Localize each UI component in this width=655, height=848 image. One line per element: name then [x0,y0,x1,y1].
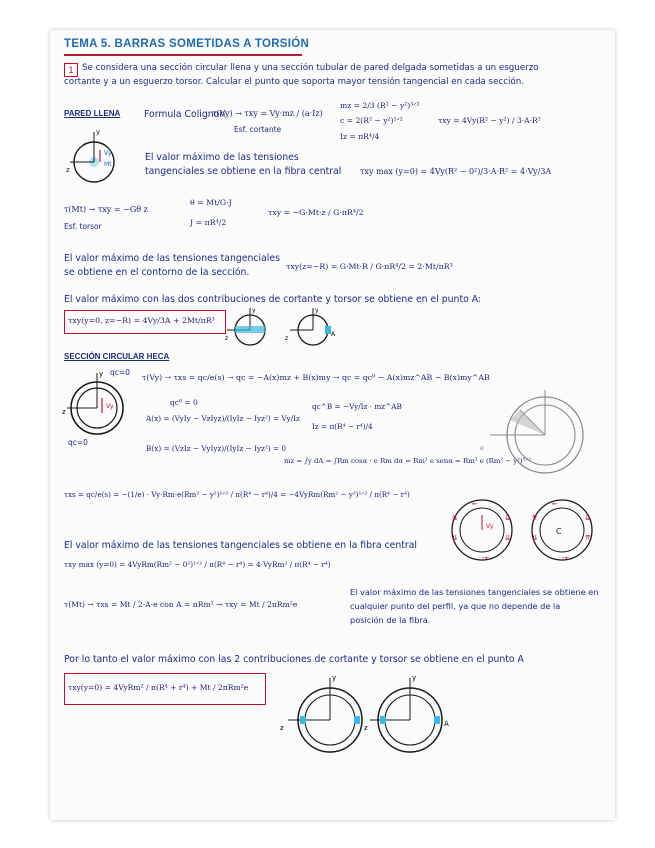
intro-line-1: Se considera una sección circular llena y una sección tubular de pared delgada sometidas a un esguerzo [82,63,539,73]
final-line: Por lo tanto el valor máximo con las 2 contribuciones de cortante y torsor se obtiene en el punto A [64,654,524,665]
hollow-section-detail-diagram [450,390,590,480]
svg-text:⇊: ⇊ [585,514,591,522]
svg-text:e: e [480,445,484,452]
max4-line-2: cualquier punto del perfil, ya que no depende de la [350,601,561,611]
svg-text:z: z [225,335,229,342]
svg-text:z: z [62,408,66,416]
combined-formula: τxy(y=0, z=−R) = 4Vy/3A + 2Mt/πR³ [68,316,215,325]
svg-text:Mt: Mt [104,161,112,168]
tau-vy-formula: τ(Vy) → τxy = Vy·mz / (a·Iz) [212,109,323,118]
svg-text:z: z [66,166,70,174]
tau-mt-result: τxy = −G·Mt·z / G·πR⁴/2 [268,208,364,217]
mz-formula: mz = 2/3 (R² − y²)³ᐟ² [340,101,420,110]
svg-text:z: z [285,335,289,342]
svg-text:⇊: ⇊ [505,514,511,522]
svg-text:→: → [562,554,568,562]
max3-formula: τxy max (y=0) = 4VyRm(Rm² − 0²)¹ᐟ² / π(R⁴ − r⁴) = 4·VyRm² / π(R⁴ − r⁴) [64,560,331,569]
max2-line-2: se obtiene en el contorno de la sección. [64,267,250,278]
qc0-top-label: qc=0 [110,368,130,377]
hollow-section-diagram [62,368,132,443]
bx-formula: B(x) = (VzIz − VyIyz)/(IyIz − Iyz²) = 0 [146,444,286,453]
svg-text:⇈: ⇈ [532,514,538,522]
page-title: TEMA 5. BARRAS SOMETIDAS A TORSIÓN [64,38,310,50]
intro-line-2: cortante y a un esguerzo torsor. Calcular el punto que soporta mayor tensión tangencial en cada sección. [64,77,524,87]
svg-text:y: y [332,674,337,682]
tau-mt2-formula: τ(Mt) → τxs = Mt / 2·A·e con A = πRm² → τxy = Mt / 2πRm²e [64,600,298,609]
final-hollow-diagrams [270,670,470,770]
tau-mt-formula: τ(Mt) → τxy = −Gθ z [64,205,148,214]
theta-formula: θ = Mt/G·J [190,198,232,207]
combined-line: El valor máximo con las dos contribuciones de cortante y torsor se obtiene en el punto A: [64,294,482,305]
final-formula: τxy(y=0) = 4VyRm² / π(R⁴ + r⁴) + Mt / 2πRm²e [68,683,249,692]
iz2-formula: Iz = π(R⁴ − r⁴)/4 [312,422,373,431]
svg-text:y: y [412,674,417,682]
svg-text:y: y [315,307,319,314]
txs-formula: τxs = qc/e(s) = −(1/e) · Vy·Rm·e(Rm² − y²)¹ᐟ² / π(R⁴ − r⁴)/4 = −4VyRm(Rm² − y²)¹ᐟ² / π(R⁴ − r⁴) [64,490,410,499]
solid-section-diagrams-row [225,306,345,351]
svg-text:z: z [364,724,368,732]
svg-text:⇈: ⇈ [585,534,591,542]
svg-text:←: ← [472,500,478,508]
svg-text:C: C [556,527,562,536]
qc0-bottom-label: qc=0 [68,438,88,447]
svg-text:A: A [331,331,336,338]
tau-vy-result: τxy = 4Vy(R² − y²) / 3·A·R² [438,116,541,125]
title-underline [64,54,302,56]
mz2-formula: mz = ∫y dA = ∫Rm cosα · e Rm dα = Rm² e senα = Rm² e (Rm² − y²)¹ᐟ² [284,457,532,465]
iz-formula: Iz = πR⁴/4 [340,132,380,141]
max1-line-1: El valor máximo de las tensiones [145,152,299,163]
solid-section-diagram-1 [64,122,124,192]
qcb-formula: qc^B = −Vy/Iz · mz^AB [312,402,402,411]
tubular-line-1: τ(Vy) → τxs = qc/e(s) → qc = −A(x)mz + B(x)my → qc = qc⁰ − A(x)mz^AB − B(x)my^AB [142,373,490,382]
max4-line-1: El valor máximo de las tensiones tangenciales se obtiene en [350,587,599,597]
max4-line-3: posición de la fibra. [350,615,431,625]
shear-flow-diagrams [450,490,600,570]
qc-zero: qc⁰ = 0 [170,398,198,407]
max2-formula: τxy(z=−R) = G·Mt·R / G·πR⁴/2 = 2·Mt/πR³ [286,262,453,271]
problem-number-badge: 1 [64,63,78,77]
esf-cortante-label: Esf. cortante [234,125,282,134]
svg-text:→: → [482,554,488,562]
svg-text:y: y [96,128,101,136]
notebook-page [50,30,615,820]
max2-line-1: El valor máximo de las tensiones tangenciales [64,253,280,264]
max3-line: El valor máximo de las tensiones tangenciales se obtiene en la fibra central [64,540,418,551]
esf-torsor-label: Esf. torsor [64,222,102,231]
svg-text:⇊: ⇊ [452,514,458,522]
svg-text:y: y [252,307,256,314]
svg-text:⇊: ⇊ [532,534,538,542]
svg-text:⇊: ⇊ [505,534,511,542]
svg-text:Vy: Vy [486,523,494,530]
section-heading-solid: PARED LLENA [64,109,121,118]
svg-text:y: y [99,370,104,378]
max1-line-2: tangenciales se obtiene en la fibra central [145,166,342,177]
colignon-label: Formula Colignon [144,109,226,120]
c-formula: c = 2(R² − y²)¹ᐟ² [340,116,403,125]
svg-text:⇊: ⇊ [452,534,458,542]
svg-text:Vy: Vy [104,150,112,157]
svg-text:z: z [280,724,284,732]
svg-text:←: ← [552,500,558,508]
j-formula: J = πR⁴/2 [190,218,227,227]
max1-formula: τxy max (y=0) = 4Vy(R² − 0²)/3·A·R² = 4·Vy/3A [360,167,552,176]
svg-text:Vy: Vy [106,403,114,410]
ax-formula: A(x) = (VyIy − VzIyz)/(IyIz − Iyz²) = Vy/Iz [146,414,300,423]
section-heading-hollow: SECCIÓN CIRCULAR HECA [64,352,170,361]
svg-text:A: A [444,720,449,728]
